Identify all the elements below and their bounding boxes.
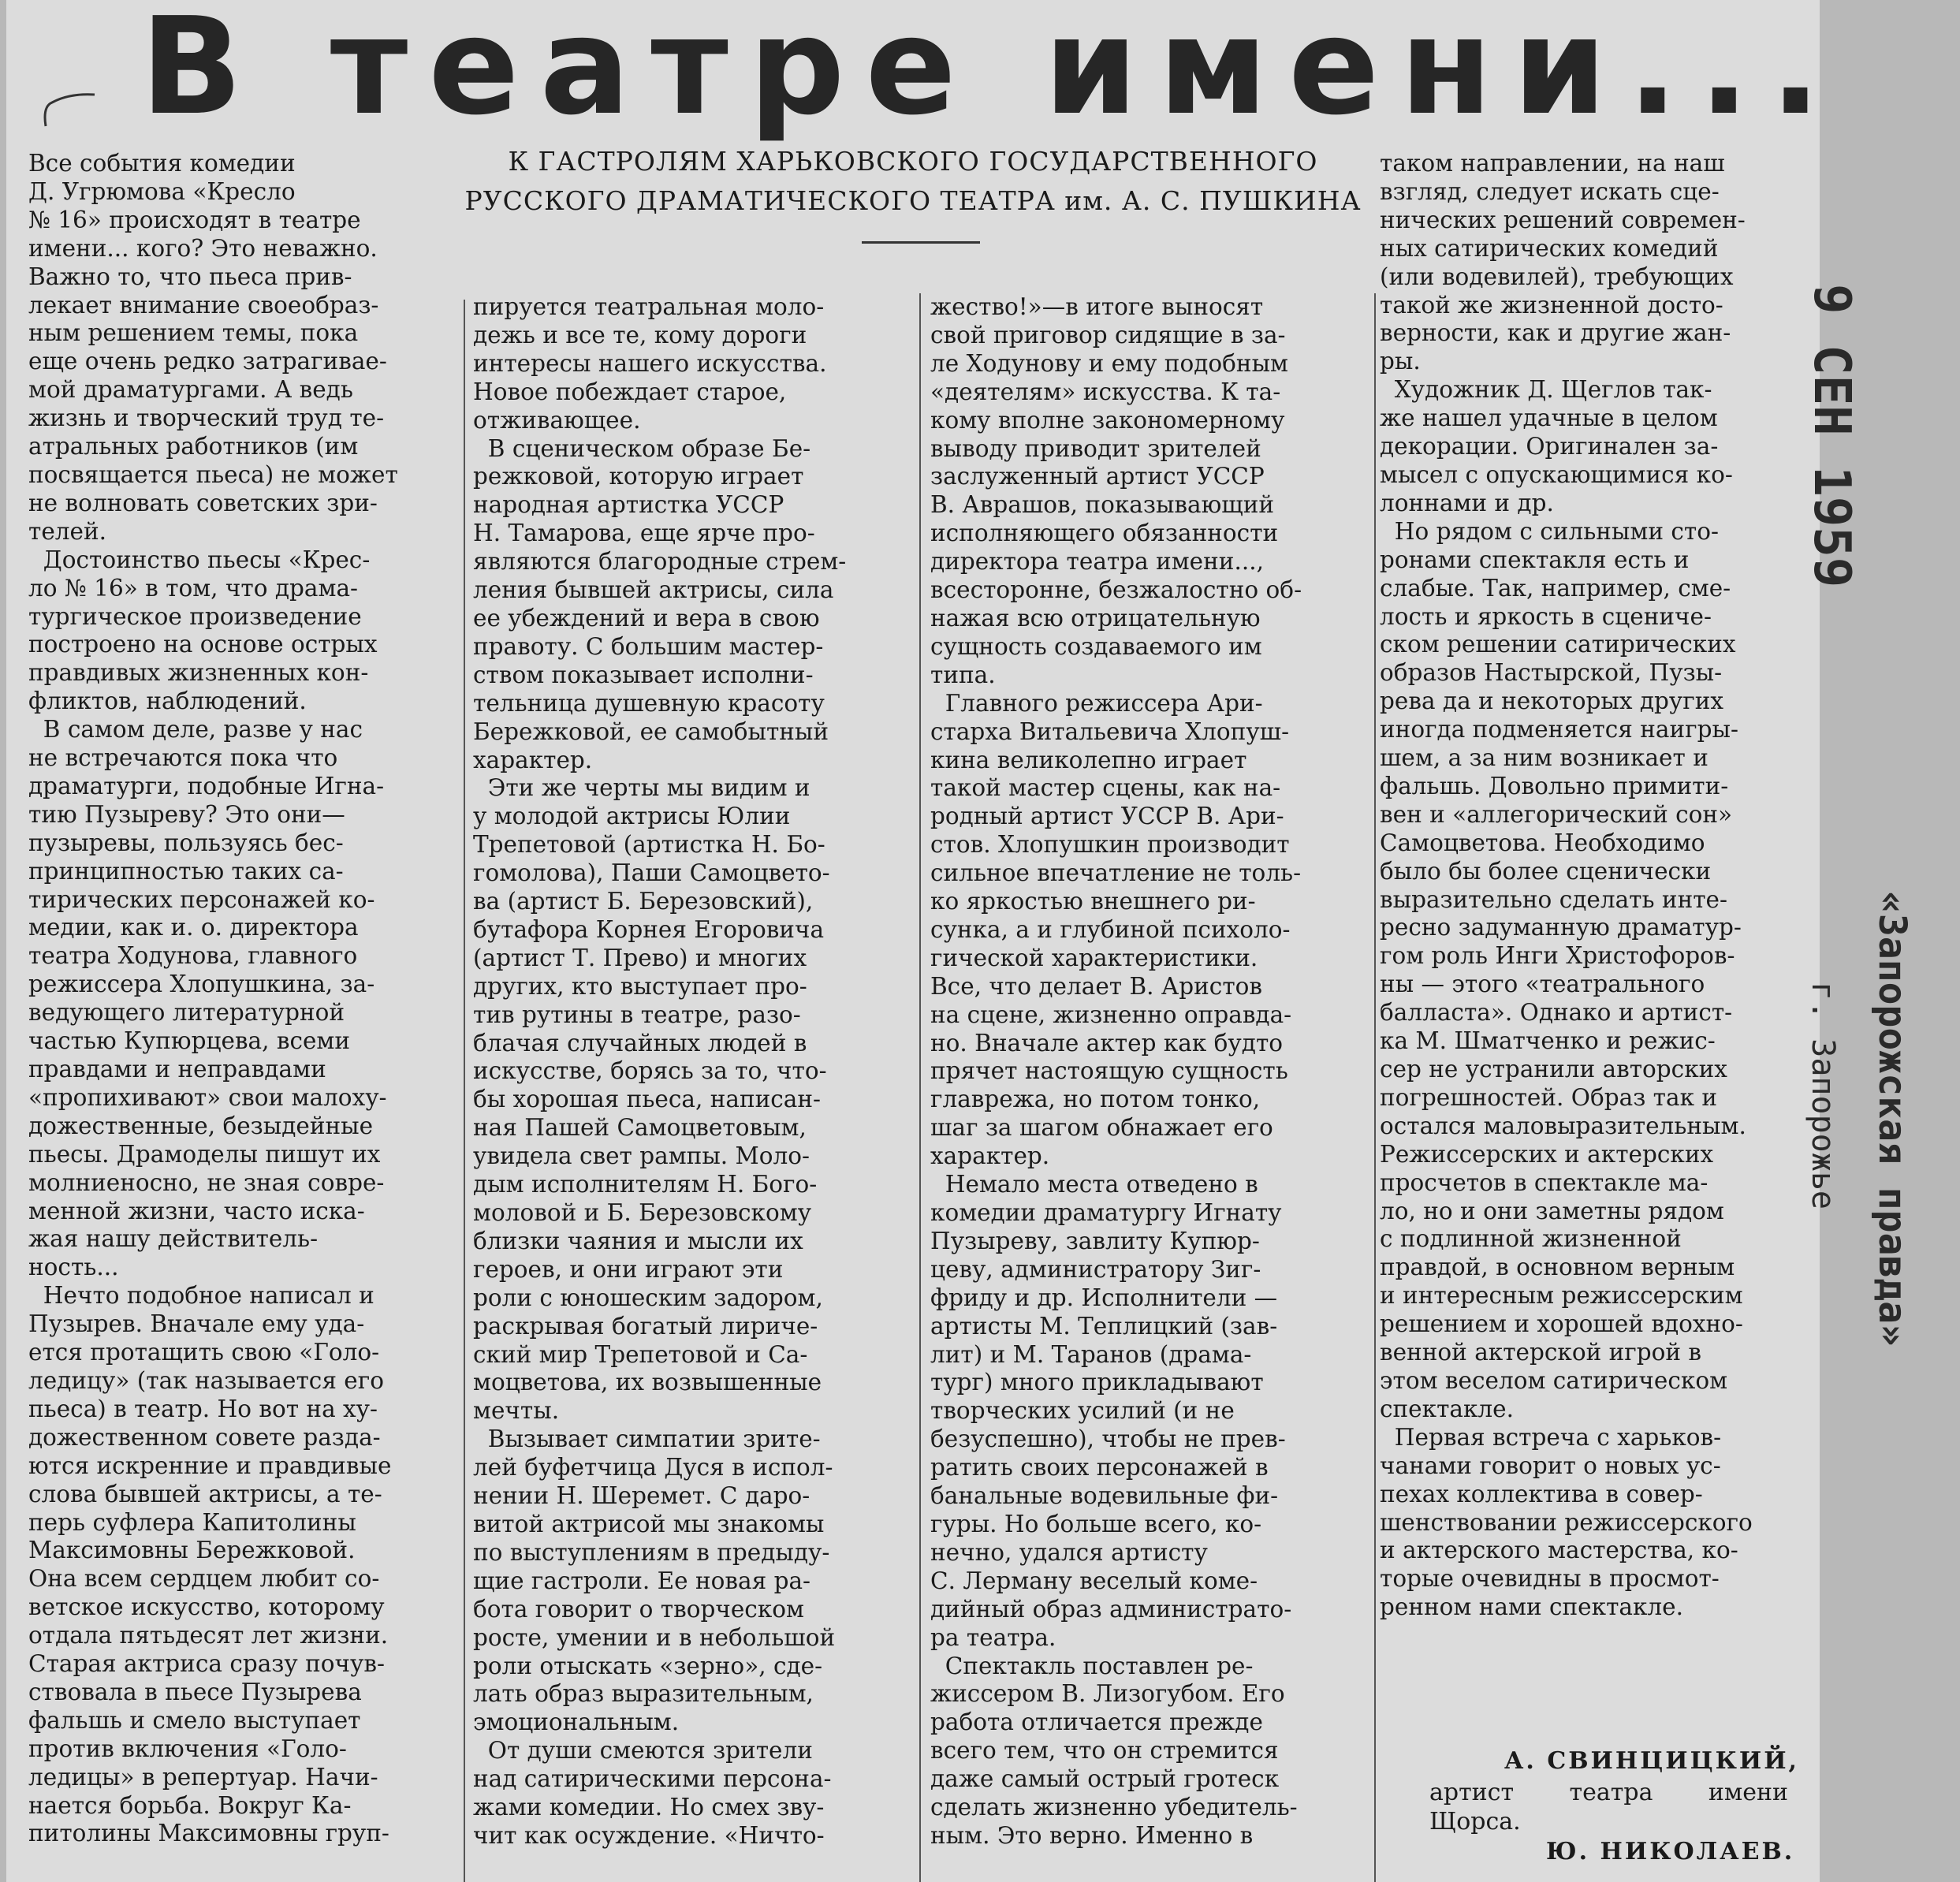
subhead-rule [862,241,980,244]
source-newspaper-stamp: «Запорожская правда» [1870,891,1914,1347]
author-role-line-2: Щорса. [1429,1808,1521,1835]
column-divider [464,300,465,1882]
date-stamp: 9 СЕН 1959 [1802,284,1861,588]
column-divider [919,293,921,1882]
article-column-1: Все события комедии Д. Угрюмова «Кресло № 16» происходят в театре имени... кого? Это неважно. Важно то, что пьеса прив- лекает внимание своеобраз- ным решением темы, пока еще очень редко затрагивае- мой драматургами. А ведь жизнь и творческий труд те- атральных работников (им посвящается пьеса) не может не волновать советских зри- телей. Достоинство пьесы «Крес- ло № 16» в том, что драма- тургическое произведение построено на основе острых правдивых жизненных кон- фликтов, наблюдений. В самом деле, разве у нас не встречаются пока что драматурги, подобные Игна- тию Пузыреву? Это они— пузыревы, пользуясь бес- принципностью таких са- тирических персонажей ко- медии, как и. о. директора театра Ходунова, главного режиссера Хлопушкина, за- ведующего литературной частью Купюрцева, всеми правдами и неправдами «пропихивают» свои малоху- дожественные, безыдейные пьесы. Драмоделы пишут их молниеносно, не зная совре- менной жизни, часто иска- жая нашу действитель- ность... Нечто подобное написал и Пузырев. Вначале ему уда- ется протащить свою «Голо- ледицу» (так называется его пьеса) в театр. Но вот на ху- дожественном совете разда- ются искренние и правдивые слова бывшей актрисы, а те- перь суфлера Капитолины Максимовны Бережковой. Она всем сердцем любит со- ветское искусство, которому отдала пятьдесят лет жизни. Старая актриса сразу почув- ствовала в пьесе Пузырева фальшь и смело выступает против включения «Голо- ледицы» в репертуар. Начи- нается борьба. Вокруг Ка- питолины Максимовны груп- [28,150,398,1847]
article-column-4: таком направлении, на наш взгляд, следует искать сце- нических решений современ- ных сатирических комедий (или водевилей), требующих такой же жизненной досто- верности, как и другие жан- ры. Художник Д. Щеглов так- же нашел удачные в целом декорации. Оригинален за- мысел с опускающимися ко- лоннами и др. Но рядом с сильными сто- ронами спектакля есть и слабые. Так, например, сме- лость и яркость в сцениче- ском решении сатирических образов Настырской, Пузы- рева да и некоторых других иногда подменяется наигры- шем, а за ним возникает и фальшь. Довольно примити- вен и «аллегорический сон» Самоцветова. Необходимо было бы более сценически выразительно сделать инте- ресно задуманную драматур- гом роль Инги Христофоров- ны — этого «театрального балласта». Однако и артист- ка М. Шматченко и режис- сер не устранили авторских погрешностей. Образ так и остался маловыразительным. Режиссерских и актерских просчетов в спектакле ма- ло, но и они заметны рядом с подлинной жизненной правдой, в основном верным и интересным режиссерским решением и хорошей вдохно- венной актерской игрой в этом веселом сатирическом спектакле. Первая встреча с харьков- чанами говорит о новых ус- пехах коллектива в совер- шенствовании режиссерского и актерского мастерства, ко- торые очевидны в просмот- ренном нами спектакле. [1380,150,1753,1621]
headline: В театре имени... [140,0,1842,145]
source-city-stamp: г. Запорожье [1805,982,1841,1209]
subheadline: К ГАСТРОЛЯМ ХАРЬКОВСКОГО ГОСУДАРСТВЕННОГО РУССКОГО ДРАМАТИЧЕСКОГО ТЕАТРА им. А. С. ПУШКИНА [464,146,1362,216]
pen-mark-icon [38,87,101,134]
article-column-3: жество!»—в итоге выносят свой приговор сидящие в за- ле Ходунову и ему подобным «деятелям» искусства. К та- кому вполне закономерному выводу приводит зрителей заслуженный артист УССР В. Аврашов, показывающий исполняющего обязанности директора театра имени..., всесторонне, безжалостно об- нажая всю отрицательную сущность создаваемого им типа. Главного режиссера Ари- старха Витальевича Хлопуш- кина великолепно играет такой мастер сцены, как на- родный артист УССР В. Ари- стов. Хлопушкин производит сильное впечатление не толь- ко яркостью внешнего ри- сунка, а и глубиной психоло- гической характеристики. Все, что делает В. Аристов на сцене, жизненно оправда- но. Вначале актер как будто прячет настоящую сущность главрежа, но потом тонко, шаг за шагом обнажает его характер. Немало места отведено в комедии драматургу Игнату Пузыреву, завлиту Купюр- цеву, администратору Зиг- фриду и др. Исполнители — артисты М. Теплицкий (зав- лит) и М. Таранов (драма- тург) много прикладывают творческих усилий (и не безуспешно), чтобы не прев- ратить своих персонажей в банальные водевильные фи- гуры. Но больше всего, ко- нечно, удался артисту С. Лерману веселый коме- дийный образ администрато- ра театра. Спектакль поставлен ре- жиссером В. Лизогубом. Его работа отличается прежде всего тем, что он стремится даже самый острый гротеск сделать жизненно убедитель- ным. Это верно. Именно в [930,293,1302,1849]
author-signature-2: Ю. НИКОЛАЕВ. [1546,1838,1795,1865]
article-column-2: пируется театральная моло- дежь и все те, кому дороги интересы нашего искусства. Новое побеждает старое, отживающее. В сценическом образе Бе- режковой, которую играет народная артистка УССР Н. Тамарова, еще ярче про- являются благородные стрем- ления бывшей актрисы, сила ее убеждений и вера в свою правоту. С большим мастер- ством показывает исполни- тельница душевную красоту Бережковой, ее самобытный характер. Эти же черты мы видим и у молодой актрисы Юлии Трепетовой (артистка Н. Бо- гомолова), Паши Самоцвето- ва (артист Б. Березовский), бутафора Корнея Егоровича (артист Т. Прево) и многих других, кто выступает про- тив рутины в театре, разо- блачая случайных людей в искусстве, борясь за то, что- бы хорошая пьеса, написан- ная Пашей Самоцветовым, увидела свет рампы. Моло- дым исполнителям Н. Бого- моловой и Б. Березовскому близки чаяния и мысли их героев, и они играют эти роли с юношеским задором, раскрывая богатый лириче- ский мир Трепетовой и Са- моцветова, их возвышенные мечты. Вызывает симпатии зрите- лей буфетчица Дуся в испол- нении Н. Шеремет. С даро- витой актрисой мы знакомы по выступлениям в предыду- щие гастроли. Ее новая ра- бота говорит о творческом росте, умении и в небольшой роли отыскать «зерно», сде- лать образ выразительным, эмоциональным. От души смеются зрители над сатирическими персона- жами комедии. Но смех зву- чит как осуждение. «Ничто- [473,293,847,1849]
author-role-line-1: артист театра имени [1429,1779,1788,1806]
author-signature-1: А. СВИНЦИЦКИЙ, [1504,1747,1799,1775]
column-divider [1374,293,1376,1882]
